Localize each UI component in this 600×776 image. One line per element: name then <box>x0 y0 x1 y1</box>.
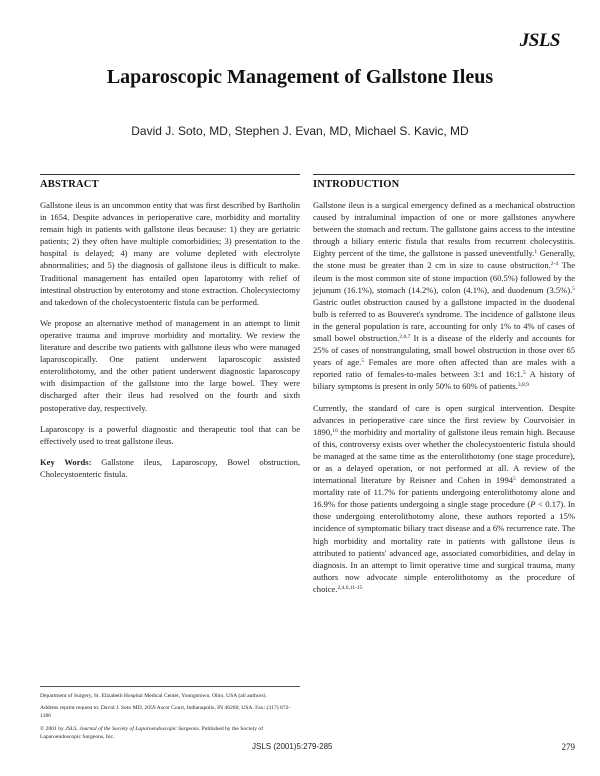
footnote-copyright: © 2001 by JSLS, Journal of the Society of Laparoendoscopic Surgeons. Published by the Society of Laparoendoscopic Surgeons, Inc. <box>40 725 264 740</box>
citation: 2,6,7 <box>399 334 411 341</box>
citation: 3,8,9 <box>517 382 529 389</box>
introduction-rule <box>313 174 575 175</box>
citation: 2-4 <box>550 261 559 268</box>
footnote-department: Department of Surgery, St. Elizabeth Hospital Medical Center, Youngstown, Ohio, USA (all authors). <box>40 693 267 699</box>
footnote-address: Address reprint request to: David J. Soto MD, 2059 Ascot Court, Indianapolis, IN 46260, USA. Fax: (317) 872-1186 <box>40 705 291 720</box>
abstract-column <box>40 174 300 489</box>
citation: 1 <box>534 249 538 256</box>
journal-reference: JSLS (2001)5:279-285 <box>252 742 333 751</box>
keywords-label: Key Words: <box>40 456 92 467</box>
abstract-paragraph-2: We propose an alternative method of management in an attempt to limit operative trauma and improve morbidity and mortality. We review the literature and describe two patients with gallstone ileus who were managed laparoscopically. One patient underwent laparoscopic assisted enterolithotomy, and the other patient underwent diagnostic laparoscopy with disimpaction of the gallstone into the large bowel. They were discharged after their ileus had resolved on the fourth and sixth postoperative day, respectively. <box>40 317 300 413</box>
author-list: David J. Soto, MD, Stephen J. Evan, MD, Michael S. Kavic, MD <box>131 124 469 138</box>
article-title: Laparoscopic Management of Gallstone Ileus <box>106 66 494 88</box>
citation: 10 <box>332 427 338 434</box>
introduction-heading: INTRODUCTION <box>313 179 400 190</box>
introduction-paragraph-2: Currently, the standard of care is open surgical intervention. Despite advances in perioperative care since the first review by Courvoisier in 1890,10 the morbidity and mortality of gallstone ileus remain high. Because of this, controversy exists over whether the cholecystoenteric fistula should be managed at the same time as the enterolithotomy (one stage procedure), or as a delayed operation, or not performed at all. A review of the international literature by Reisner and Cohen in 1994$^5$ demonstrated a mortality rate of 11.7% for patients undergoing enterolithotomy alone and 16.9% for those patients undergoing a single stage procedure (P < 0.17). In those undergoing enterolithotomy alone, these authors reported a 15% incidence of symptomatic biliary tract disease and a 6% recurrence rate. The high morbidity and mortality rate in patients with gallstone ileus is attributed to patients' advanced age, associated comorbidities, and delay in diagnosis. In an attempt to limit operative time and surgical trauma, many authors now advocate simple enterolithotomy as the procedure of choice.$^{2,4,6,11-15}$ <box>313 402 575 594</box>
abstract-heading: ABSTRACT <box>40 179 99 190</box>
page-number: 279 <box>561 742 575 752</box>
journal-logo: JSLS <box>519 30 560 51</box>
footnotes <box>40 686 300 745</box>
citation: 5 <box>522 370 526 377</box>
abstract-rule <box>40 174 300 175</box>
citation: 5 <box>572 285 575 292</box>
introduction-paragraph-1: Gallstone ileus is a surgical emergency defined as a mechanical obstruction caused by intraluminal impaction of one or more gallstones anywhere between the stomach and rectum. The gallstone gains access to the intestine through a biliary enteric fistula that results from recurrent cholecystitis. Eighty percent of the time, the gallstone is passed uneventfully.$^1$ Generally, the stone must be greater than 2 cm in size to cause obstruction.$^{2-4}$ The ileum is the most common site of stone impaction (60.5%) followed by the jejunum (16.1%), stomach (14.2%), colon (4.1%), and duodenum (3.5%).$^5$ Gastric outlet obstruction caused by a gallstone impacted in the duodenal bulb is referred to as Bouveret's syndrome. The incidence of gallstone ileus in the general population is rare, accounting for only 1% to 4% of cases of small bowel obstruction.$^{2,6,7}$ It is a disease of the elderly and accounts for 25% of cases of nonstrangulating, small bowel obstruction in those over 65 years of age.$^5$ Females are more often affected than are males with a reported ratio of females-to-males between 3:1 and 16:1.$^5$ A history of biliary symptoms is present in only 50% to 60% of patients.$^{3,8,9}$ <box>313 200 575 392</box>
citation: 2,4,6,11-15 <box>337 584 363 591</box>
abstract-paragraph-1: Gallstone ileus is an uncommon entity that was first described by Bartholin in 1654. Despite advances in perioperative care, morbidity and mortality remain high in patients with gallstone ileus because: 1) they are geriatric patients; 2) they often have multiple comorbidities; 3) presentation to the hospital is delayed; 4) many are volume depleted with electrolyte abnormalities; and 5) the diagnosis of gallstone ileus is difficult to make. Traditional management has entailed open laparotomy with relief of intestinal obstruction by enterotomy and stone extraction. Cholecystectomy and takedown of the cholecystoenteric fistula can be performed. <box>40 200 300 307</box>
citation: 5 <box>361 358 365 365</box>
keywords-text: Gallstone ileus, Laparoscopy, Bowel obstruction, Cholecystoenteric fistula. <box>40 456 301 479</box>
introduction-column <box>313 174 575 604</box>
keywords <box>40 456 300 480</box>
abstract-paragraph-3: Laparoscopy is a powerful diagnostic and therapeutic tool that can be effectively used to treat gallstone ileus. <box>40 423 300 446</box>
citation: 5 <box>513 476 516 483</box>
